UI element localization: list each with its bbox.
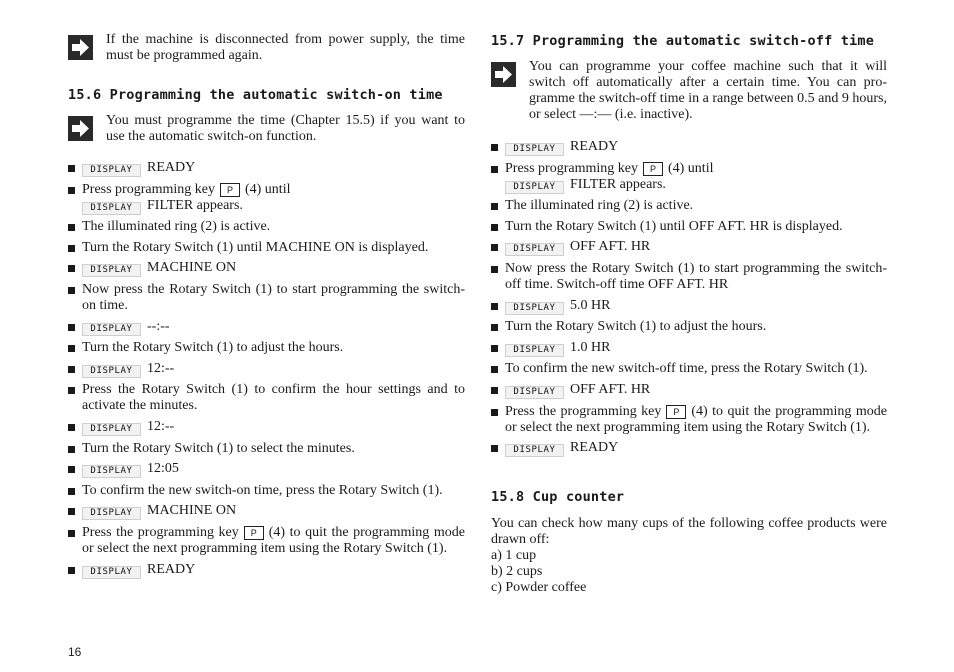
step-text: READY bbox=[570, 139, 619, 154]
list-item bbox=[68, 219, 465, 235]
step-text: Press programming key bbox=[505, 160, 638, 176]
step-text: 12:05 bbox=[147, 461, 179, 477]
list-item: c) Powder coffee bbox=[491, 580, 587, 595]
list-item bbox=[68, 525, 465, 557]
arrow-right-icon bbox=[491, 62, 516, 87]
info-note-switch-off bbox=[491, 59, 887, 123]
programming-key-icon: P bbox=[244, 526, 264, 540]
list-item bbox=[68, 319, 465, 336]
display-icon: DISPLAY bbox=[82, 423, 141, 436]
step-list-switch-on bbox=[68, 160, 465, 583]
programming-key-icon: P bbox=[220, 183, 240, 197]
list-item bbox=[491, 139, 887, 156]
step-text: Now press the Rotary Switch (1) to start programming the switch-off time. Switch-off time OFF AFT. HR bbox=[505, 260, 887, 292]
display-icon: DISPLAY bbox=[505, 181, 564, 194]
step-text: OFF AFT. HR bbox=[570, 239, 651, 255]
list-item bbox=[68, 182, 465, 215]
section-heading-15-8: 15.8 Cup counter bbox=[491, 489, 625, 505]
step-text: (4) to quit the programming mode or select the next programming item using the Rotary Switch (1). bbox=[82, 524, 465, 556]
info-note-text: You can programme your coffee machine such that it will switch off automatically after a certain time. You can pro-gramme the switch-off time in a range between 0.5 and 9 hours, or select —:— (i.e. inactive). bbox=[529, 59, 887, 122]
display-icon: DISPLAY bbox=[82, 365, 141, 378]
display-icon: DISPLAY bbox=[82, 164, 141, 177]
list-item bbox=[68, 282, 465, 314]
display-icon: DISPLAY bbox=[82, 202, 141, 215]
list-item bbox=[491, 261, 887, 293]
step-text: OFF AFT. HR bbox=[570, 381, 651, 397]
list-item bbox=[68, 260, 465, 277]
display-icon: DISPLAY bbox=[505, 243, 564, 256]
step-text: To confirm the new switch-on time, press the Rotary Switch (1). bbox=[82, 482, 443, 498]
step-text: (4) until bbox=[667, 160, 714, 176]
step-text: MACHINE ON bbox=[147, 503, 237, 519]
step-text: Press the programming key bbox=[82, 524, 239, 540]
list-item bbox=[491, 298, 887, 315]
display-icon: DISPLAY bbox=[505, 143, 564, 156]
list-item bbox=[491, 404, 887, 436]
step-text: Press the programming key bbox=[505, 403, 662, 419]
display-icon: DISPLAY bbox=[505, 344, 564, 357]
list-item: b) 2 cups bbox=[491, 564, 543, 579]
list-item bbox=[68, 240, 465, 256]
programming-key-icon: P bbox=[666, 405, 686, 419]
cup-counter-intro: You can check how many cups of the following coffee products were drawn off: bbox=[491, 516, 887, 547]
display-icon: DISPLAY bbox=[82, 264, 141, 277]
step-text: The illuminated ring (2) is active. bbox=[82, 219, 271, 235]
list-item bbox=[491, 239, 887, 256]
display-icon: DISPLAY bbox=[505, 302, 564, 315]
section-heading-15-6: 15.6 Programming the automatic switch-on time bbox=[68, 87, 443, 103]
step-text: 5.0 HR bbox=[570, 297, 611, 313]
step-list-switch-off bbox=[491, 139, 887, 462]
list-item bbox=[68, 340, 465, 356]
display-icon: DISPLAY bbox=[82, 323, 141, 336]
info-note-text: If the machine is disconnected from power supply, the time must be programmed again. bbox=[106, 32, 465, 63]
step-text: (4) to quit the programming mode or select the next programming item using the Rotary Switch (1). bbox=[505, 403, 887, 435]
list-item bbox=[491, 440, 887, 457]
arrow-right-icon bbox=[68, 35, 93, 60]
step-text: Turn the Rotary Switch (1) to select the minutes. bbox=[82, 440, 355, 456]
display-icon: DISPLAY bbox=[505, 444, 564, 457]
list-item bbox=[68, 503, 465, 520]
list-item bbox=[491, 161, 887, 194]
step-text: Turn the Rotary Switch (1) to adjust the hours. bbox=[82, 340, 344, 356]
step-text: Press the Rotary Switch (1) to confirm the hour settings and to activate the minutes. bbox=[82, 382, 465, 414]
list-item bbox=[68, 461, 465, 478]
list-item bbox=[68, 382, 465, 414]
list-item bbox=[68, 419, 465, 436]
info-note-power bbox=[68, 32, 465, 64]
step-text: Now press the Rotary Switch (1) to start programming the switch-on time. bbox=[82, 281, 465, 313]
arrow-right-icon bbox=[68, 116, 93, 141]
step-text: READY bbox=[570, 440, 619, 456]
step-text: READY bbox=[147, 160, 196, 175]
list-item bbox=[491, 319, 887, 335]
step-text: The illuminated ring (2) is active. bbox=[505, 198, 694, 214]
step-text: Turn the Rotary Switch (1) until MACHINE ON is displayed. bbox=[82, 239, 429, 255]
step-text: READY bbox=[147, 561, 196, 577]
product-list bbox=[491, 548, 887, 596]
list-item bbox=[491, 382, 887, 399]
step-text: --:-- bbox=[147, 318, 170, 334]
info-note-switch-on bbox=[68, 113, 465, 145]
display-icon: DISPLAY bbox=[505, 386, 564, 399]
step-text: Turn the Rotary Switch (1) to adjust the hours. bbox=[505, 319, 767, 335]
step-text: FILTER appears. bbox=[147, 197, 243, 213]
list-item bbox=[491, 340, 887, 357]
step-text: MACHINE ON bbox=[147, 260, 237, 276]
section-heading-15-7: 15.7 Programming the automatic switch-off time bbox=[491, 33, 875, 49]
list-item bbox=[491, 361, 887, 377]
programming-key-icon: P bbox=[643, 162, 663, 176]
list-item bbox=[68, 160, 465, 177]
display-icon: DISPLAY bbox=[82, 566, 141, 579]
step-text: Press programming key bbox=[82, 181, 215, 197]
step-text: (4) until bbox=[244, 181, 291, 197]
list-item bbox=[491, 198, 887, 214]
list-item bbox=[68, 562, 465, 579]
list-item bbox=[68, 483, 465, 499]
step-text: 1.0 HR bbox=[570, 339, 611, 355]
step-text: To confirm the new switch-off time, press the Rotary Switch (1). bbox=[505, 361, 868, 377]
step-text: Turn the Rotary Switch (1) until OFF AFT. HR is displayed. bbox=[505, 218, 843, 234]
step-text: FILTER appears. bbox=[570, 176, 666, 192]
info-note-text: You must programme the time (Chapter 15.5) if you want to use the automatic switch-on function. bbox=[106, 113, 465, 144]
display-icon: DISPLAY bbox=[82, 507, 141, 520]
list-item bbox=[68, 441, 465, 457]
display-icon: DISPLAY bbox=[82, 465, 141, 478]
list-item: a) 1 cup bbox=[491, 548, 537, 563]
step-text: 12:-- bbox=[147, 418, 175, 434]
list-item bbox=[68, 361, 465, 378]
page-number: 16 bbox=[68, 645, 82, 659]
step-text: 12:-- bbox=[147, 360, 175, 376]
list-item bbox=[491, 219, 887, 235]
